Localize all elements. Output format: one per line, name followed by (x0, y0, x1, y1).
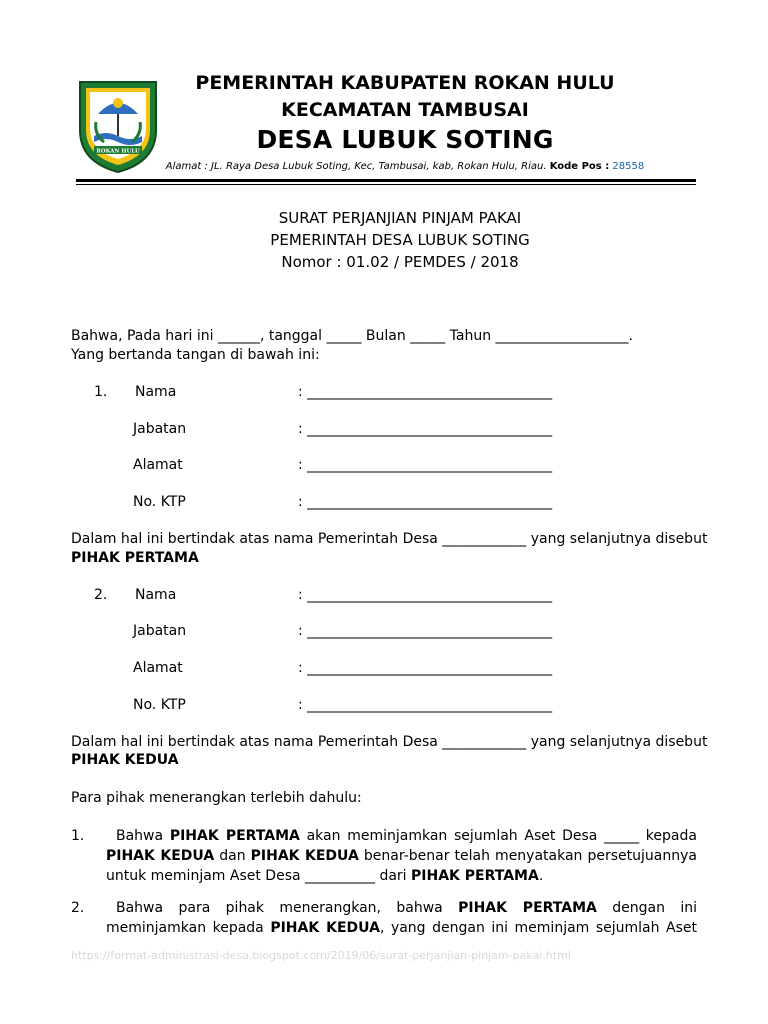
document-number: Nomor : 01.02 / PEMDES / 2018 (281, 253, 519, 271)
party2-address-field[interactable]: : ___________________________________ (298, 660, 553, 676)
party2-address-label: Alamat (133, 660, 183, 676)
party1-position-field[interactable]: : ___________________________________ (298, 421, 553, 437)
preface-text: Para pihak menerangkan terlebih dahulu: (71, 790, 362, 806)
party2-name-label: Nama (135, 587, 177, 603)
party1-position-label: Jabatan (133, 421, 187, 437)
kop-address (160, 161, 650, 172)
clause-text-segment: Bahwa (116, 828, 170, 844)
clause-2 (71, 898, 697, 938)
clause-text-segment: Bahwa para pihak menerangkan, bahwa (116, 900, 459, 916)
party2-number: 2. (94, 587, 108, 603)
document-subtitle: PEMERINTAH DESA LUBUK SOTING (270, 231, 530, 249)
postcode-label: Kode Pos : (549, 161, 610, 172)
party1-number: 1. (94, 384, 108, 400)
logo-lettering: ROKAN HULU (96, 148, 140, 155)
party1-statement: Dalam hal ini bertindak atas nama Pemerintah Desa ____________ yang selanjutnya disebut (71, 531, 708, 547)
kop-village: DESA LUBUK SOTING (256, 125, 554, 154)
clause-text-segment: akan meminjamkan sejumlah Aset Desa _____ kepada (299, 828, 697, 844)
party2-ktp-label: No. KTP (133, 697, 186, 713)
party1-address-label: Alamat (133, 457, 183, 473)
clause-2-number: 2. (71, 900, 85, 916)
header-rule-thin (76, 184, 696, 185)
bold-party-term: PIHAK KEDUA (250, 848, 359, 864)
bold-party-term: PIHAK PERTAMA (411, 868, 539, 884)
header-rule-thick (76, 179, 696, 182)
signatory-intro: Yang bertanda tangan di bawah ini: (71, 347, 320, 363)
bold-party-term: PIHAK KEDUA (270, 920, 380, 936)
party1-name-label: Nama (135, 384, 177, 400)
bold-party-term: PIHAK PERTAMA (458, 900, 597, 916)
kop-regency: PEMERINTAH KABUPATEN ROKAN HULU (195, 72, 615, 94)
bold-party-term: PIHAK PERTAMA (169, 828, 300, 844)
party2-ktp-field[interactable]: : ___________________________________ (298, 697, 553, 713)
clause-text-segment: , yang dengan ini meminjam sejumlah Aset (379, 920, 697, 936)
clause-1-text (106, 826, 697, 886)
party2-statement: Dalam hal ini bertindak atas nama Pemerintah Desa ____________ yang selanjutnya disebut (71, 734, 708, 750)
party1-role: PIHAK PERTAMA (71, 550, 199, 566)
clause-2-text (106, 898, 697, 938)
clause-text-segment: dengan ini meminjamkan kepada (106, 900, 697, 936)
party1-ktp-label: No. KTP (133, 494, 186, 510)
party1-address-field[interactable]: : ___________________________________ (298, 457, 553, 473)
party1-ktp-field[interactable]: : ___________________________________ (298, 494, 553, 510)
postcode-value: 28558 (612, 161, 645, 172)
regency-emblem-logo (76, 78, 160, 174)
party1-name-field[interactable]: : ___________________________________ (298, 384, 553, 400)
clause-text-segment: . (538, 868, 544, 884)
address-text: Alamat : JL. Raya Desa Lubuk Soting, Kec, Tambusai, kab, Rokan Hulu, Riau. (165, 161, 547, 172)
clause-1-number: 1. (71, 828, 85, 844)
party2-name-field[interactable]: : ___________________________________ (298, 587, 553, 603)
document-title: SURAT PERJANJIAN PINJAM PAKAI (278, 209, 522, 227)
party2-role: PIHAK KEDUA (71, 752, 179, 768)
party2-position-field[interactable]: : ___________________________________ (298, 623, 553, 639)
kop-district: KECAMATAN TAMBUSAI (281, 99, 529, 121)
clause-text-segment: benar-benar telah menyatakan persetujuannya untuk meminjam Aset Desa __________ dari (106, 848, 697, 884)
clause-text-segment: dan (214, 848, 251, 864)
party2-position-label: Jabatan (133, 623, 187, 639)
intro-line: Bahwa, Pada hari ini ______, tanggal _____ Bulan _____ Tahun ___________________. (71, 328, 633, 344)
clause-1 (71, 826, 697, 886)
source-watermark: https://format-administrasi-desa.blogspot.com/2019/06/surat-perjanjian-pinjam-pakai.html (71, 949, 571, 962)
bold-party-term: PIHAK KEDUA (106, 848, 215, 864)
